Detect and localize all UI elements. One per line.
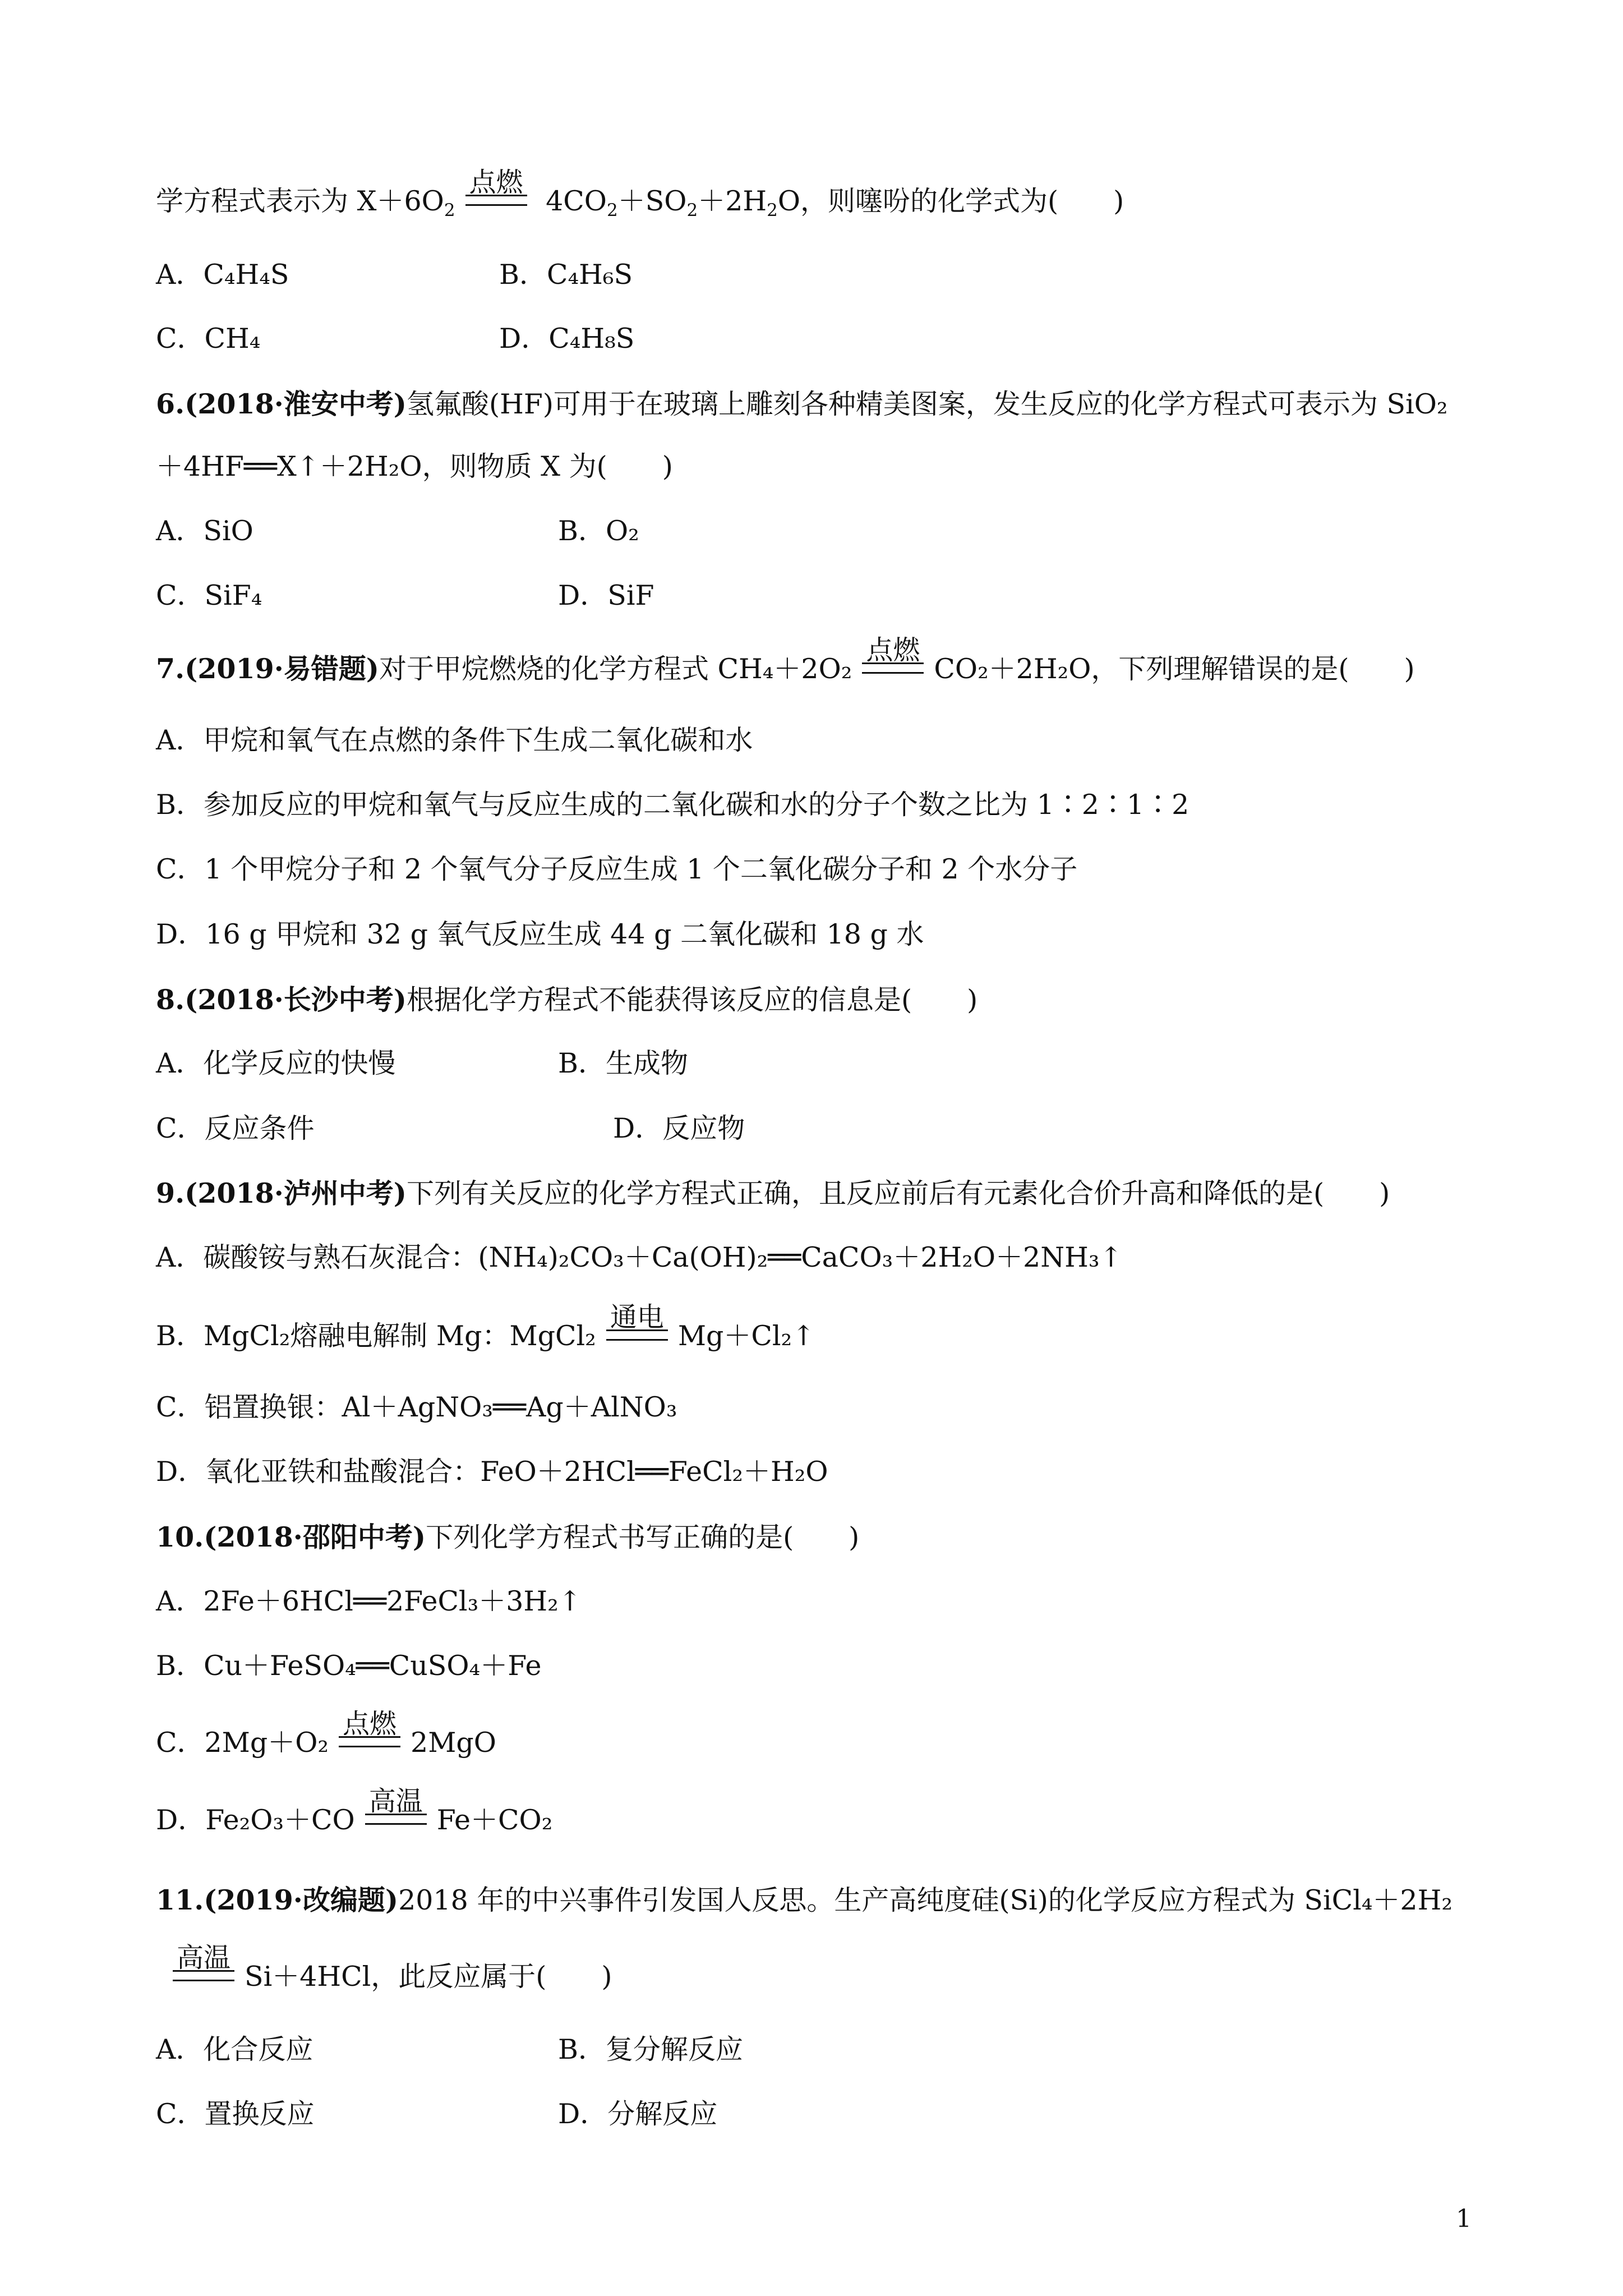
reaction-condition	[465, 167, 527, 219]
question-number: 8.	[156, 983, 185, 1016]
question-number: 10.	[156, 1521, 204, 1553]
q5-option-d[interactable]: D．C₄H₈S	[499, 323, 635, 355]
question-source: (2018·邵阳中考)	[204, 1521, 426, 1553]
q9-option-d[interactable]: D．氧化亚铁和盐酸混合：FeO＋2HCl══FeCl₂＋H₂O	[156, 1456, 828, 1488]
q11-option-b[interactable]: B．复分解反应	[558, 2033, 744, 2065]
q5-stem-part: 学方程式表示为 X＋6O	[156, 185, 444, 217]
reaction-condition	[339, 1708, 400, 1761]
q5-stem-part: 4CO	[537, 185, 607, 217]
q5-option-a[interactable]: A．C₄H₄S	[156, 259, 289, 291]
condition-label: 高温	[368, 1786, 423, 1817]
q11-option-a[interactable]: A．化合反应	[156, 2033, 313, 2065]
question-source: (2019·易错题)	[185, 652, 379, 685]
q5-sub: 2	[767, 200, 778, 220]
q10-option-d-text: D．Fe₂O₃＋CO	[156, 1804, 355, 1836]
question-number: 9.	[156, 1177, 185, 1209]
q6-stem-line2: ＋4HF══X↑＋2H₂O，则物质 X 为( )	[156, 450, 673, 482]
q11-stem-line1	[156, 1882, 1453, 1918]
q5-stem-part: ＋2H	[698, 185, 767, 217]
q9-option-b-text: B．MgCl₂熔融电解制 Mg：MgCl₂	[156, 1320, 596, 1352]
question-source: (2019·改编题)	[204, 1884, 399, 1916]
reaction-condition	[862, 634, 924, 687]
condition-label: 点燃	[343, 1708, 397, 1740]
q5-sub: 2	[444, 200, 455, 220]
q10-option-c[interactable]	[156, 1708, 496, 1761]
q10-option-c-text: 2MgO	[411, 1727, 496, 1759]
q5-option-b[interactable]: B．C₄H₆S	[499, 259, 633, 291]
condition-label: 高温	[176, 1942, 231, 1973]
q10-option-c-text: C．2Mg＋O₂	[156, 1727, 329, 1759]
q5-stem-line	[156, 167, 1124, 220]
q9-option-c[interactable]: C．铝置换银：Al＋AgNO₃══Ag＋AlNO₃	[156, 1391, 677, 1423]
q8-stem-line	[156, 982, 978, 1018]
question-number: 7.	[156, 652, 185, 685]
q10-option-d[interactable]	[156, 1786, 553, 1838]
q10-stem-text: 下列化学方程式书写正确的是( )	[426, 1521, 860, 1553]
q8-option-d[interactable]: D．反应物	[613, 1112, 745, 1144]
q9-stem-text: 下列有关反应的化学方程式正确，且反应前后有元素化合价升高和降低的是( )	[406, 1177, 1390, 1209]
q7-option-d[interactable]: D．16 g 甲烷和 32 g 氧气反应生成 44 g 二氧化碳和 18 g 水	[156, 918, 924, 950]
q6-stem-line1	[156, 386, 1448, 422]
q11-option-d[interactable]: D．分解反应	[558, 2098, 718, 2130]
reaction-condition	[606, 1301, 668, 1354]
q11-stem-text: Si＋4HCl，此反应属于( )	[245, 1961, 612, 1993]
q9-option-b-text: Mg＋Cl₂↑	[677, 1320, 815, 1352]
question-number: 11.	[156, 1884, 204, 1916]
condition-label: 点燃	[866, 634, 920, 666]
q8-option-a[interactable]: A．化学反应的快慢	[156, 1047, 396, 1079]
q9-option-a[interactable]: A．碳酸铵与熟石灰混合：(NH₄)₂CO₃＋Ca(OH)₂══CaCO₃＋2H₂O＋2NH₃↑	[156, 1241, 1123, 1273]
q10-option-a[interactable]: A．2Fe＋6HCl══2FeCl₃＋3H₂↑	[156, 1585, 582, 1617]
q6-stem-text: 氢氟酸(HF)可用于在玻璃上雕刻各种精美图案，发生反应的化学方程式可表示为 SiO₂	[406, 388, 1448, 420]
q10-stem-line	[156, 1519, 859, 1556]
question-source: (2018·长沙中考)	[185, 983, 407, 1016]
q8-option-b[interactable]: B．生成物	[558, 1047, 689, 1079]
q5-option-c[interactable]: C．CH₄	[156, 323, 261, 355]
q7-option-a[interactable]: A．甲烷和氧气在点燃的条件下生成二氧化碳和水	[156, 724, 753, 756]
condition-label: 点燃	[469, 167, 523, 198]
condition-label: 通电	[610, 1301, 664, 1333]
q6-option-d[interactable]: D．SiF	[558, 579, 654, 611]
question-number: 6.	[156, 388, 185, 420]
q11-option-c[interactable]: C．置换反应	[156, 2098, 315, 2130]
q7-stem-text: 对于甲烷燃烧的化学方程式 CH₄＋2O₂	[379, 653, 852, 685]
q8-stem-text: 根据化学方程式不能获得该反应的信息是( )	[406, 984, 978, 1016]
q7-stem-text: CO₂＋2H₂O，下列理解错误的是( )	[934, 653, 1415, 685]
q7-option-c[interactable]: C．1 个甲烷分子和 2 个氧气分子反应生成 1 个二氧化碳分子和 2 个水分子	[156, 853, 1078, 885]
reaction-condition	[365, 1786, 427, 1838]
q11-stem-line2	[156, 1942, 612, 1995]
q5-stem-part: ＋SO	[617, 185, 687, 217]
q5-sub: 2	[606, 200, 618, 220]
q6-option-c[interactable]: C．SiF₄	[156, 579, 262, 611]
reaction-condition	[173, 1942, 234, 1995]
q6-option-b[interactable]: B．O₂	[558, 515, 639, 547]
q5-sub: 2	[686, 200, 698, 220]
question-source: (2018·泸州中考)	[185, 1177, 407, 1209]
page-number: 1	[1456, 2205, 1472, 2233]
q10-option-d-text: Fe＋CO₂	[436, 1804, 553, 1836]
q8-option-c[interactable]: C．反应条件	[156, 1112, 315, 1144]
q9-stem-line	[156, 1175, 1390, 1212]
q9-option-b[interactable]	[156, 1301, 815, 1354]
q10-option-b[interactable]: B．Cu＋FeSO₄══CuSO₄＋Fe	[156, 1650, 542, 1682]
question-source: (2018·淮安中考)	[185, 388, 407, 420]
q6-option-a[interactable]: A．SiO	[156, 515, 253, 547]
q5-stem-part: O，则噻吩的化学式为( )	[777, 185, 1124, 217]
q11-stem-text: 2018 年的中兴事件引发国人反思。生产高纯度硅(Si)的化学反应方程式为 SiCl₄＋2H₂	[398, 1884, 1453, 1916]
q7-option-b[interactable]: B．参加反应的甲烷和氧气与反应生成的二氧化碳和水的分子个数之比为 1∶2∶1∶2	[156, 789, 1189, 821]
q7-stem-line	[156, 634, 1415, 687]
